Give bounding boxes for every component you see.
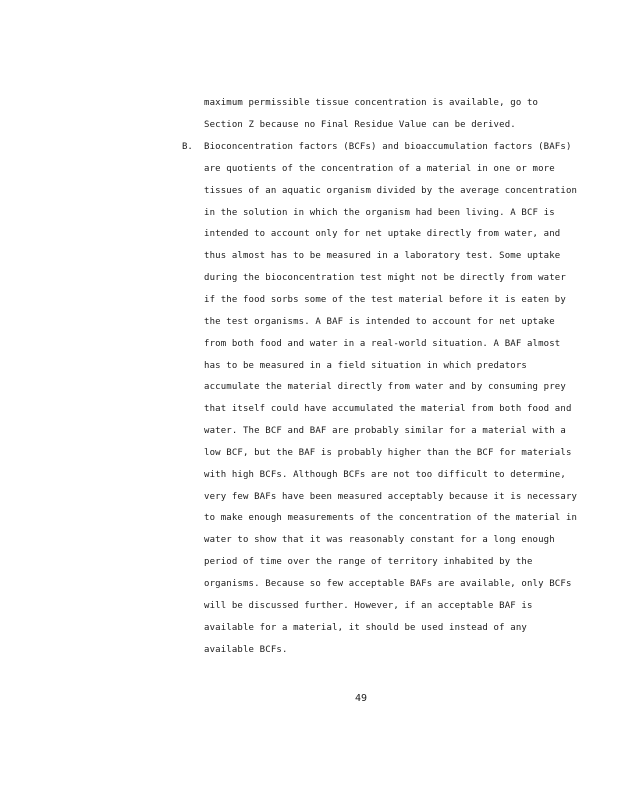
section-b-line: low BCF, but the BAF is probably higher than the BCF for materials [204, 448, 572, 458]
section-b-line: during the bioconcentration test might not be directly from water [204, 273, 566, 283]
section-b-line: water. The BCF and BAF are probably similar for a material with a [204, 426, 566, 436]
page-number: 49 [355, 693, 368, 704]
section-b-line: has to be measured in a field situation in which predators [204, 361, 527, 371]
section-b-line: intended to account only for net uptake directly from water, and [204, 229, 561, 239]
section-b-line: to make enough measurements of the concentration of the material in [204, 513, 578, 523]
section-b-line: are quotients of the concentration of a material in one or more [204, 164, 555, 174]
section-b-line: the test organisms. A BAF is intended to account for net uptake [204, 317, 555, 327]
section-b-line: available for a material, it should be used instead of any [204, 623, 527, 633]
section-b-line: with high BCFs. Although BCFs are not too difficult to determine, [204, 470, 566, 480]
section-b-line: in the solution in which the organism had been living. A BCF is [204, 208, 555, 218]
section-b-line: available BCFs. [204, 645, 288, 655]
section-b-line: that itself could have accumulated the material from both food and [204, 404, 572, 414]
continuation-line: maximum permissible tissue concentration is available, go to [204, 98, 539, 108]
section-b-line: organisms. Because so few acceptable BAFs are available, only BCFs [204, 579, 572, 589]
section-b-line: water to show that it was reasonably constant for a long enough [204, 535, 555, 545]
section-b-line: will be discussed further. However, if an acceptable BAF is [204, 601, 533, 611]
section-marker: B. [182, 142, 193, 152]
section-b-line: from both food and water in a real-world situation. A BAF almost [204, 339, 561, 349]
section-b-line: very few BAFs have been measured acceptably because it is necessary [204, 492, 578, 502]
section-b-line: thus almost has to be measured in a laboratory test. Some uptake [204, 251, 561, 261]
section-b-line: period of time over the range of territory inhabited by the [204, 557, 533, 567]
section-b-line: tissues of an aquatic organism divided by the average concentration [204, 186, 578, 196]
section-b-line: Bioconcentration factors (BCFs) and bioaccumulation factors (BAFs) [204, 142, 572, 152]
section-b-line: if the food sorbs some of the test material before it is eaten by [204, 295, 566, 305]
section-b-line: accumulate the material directly from water and by consuming prey [204, 382, 566, 392]
continuation-line: Section Z because no Final Residue Value can be derived. [204, 120, 516, 130]
